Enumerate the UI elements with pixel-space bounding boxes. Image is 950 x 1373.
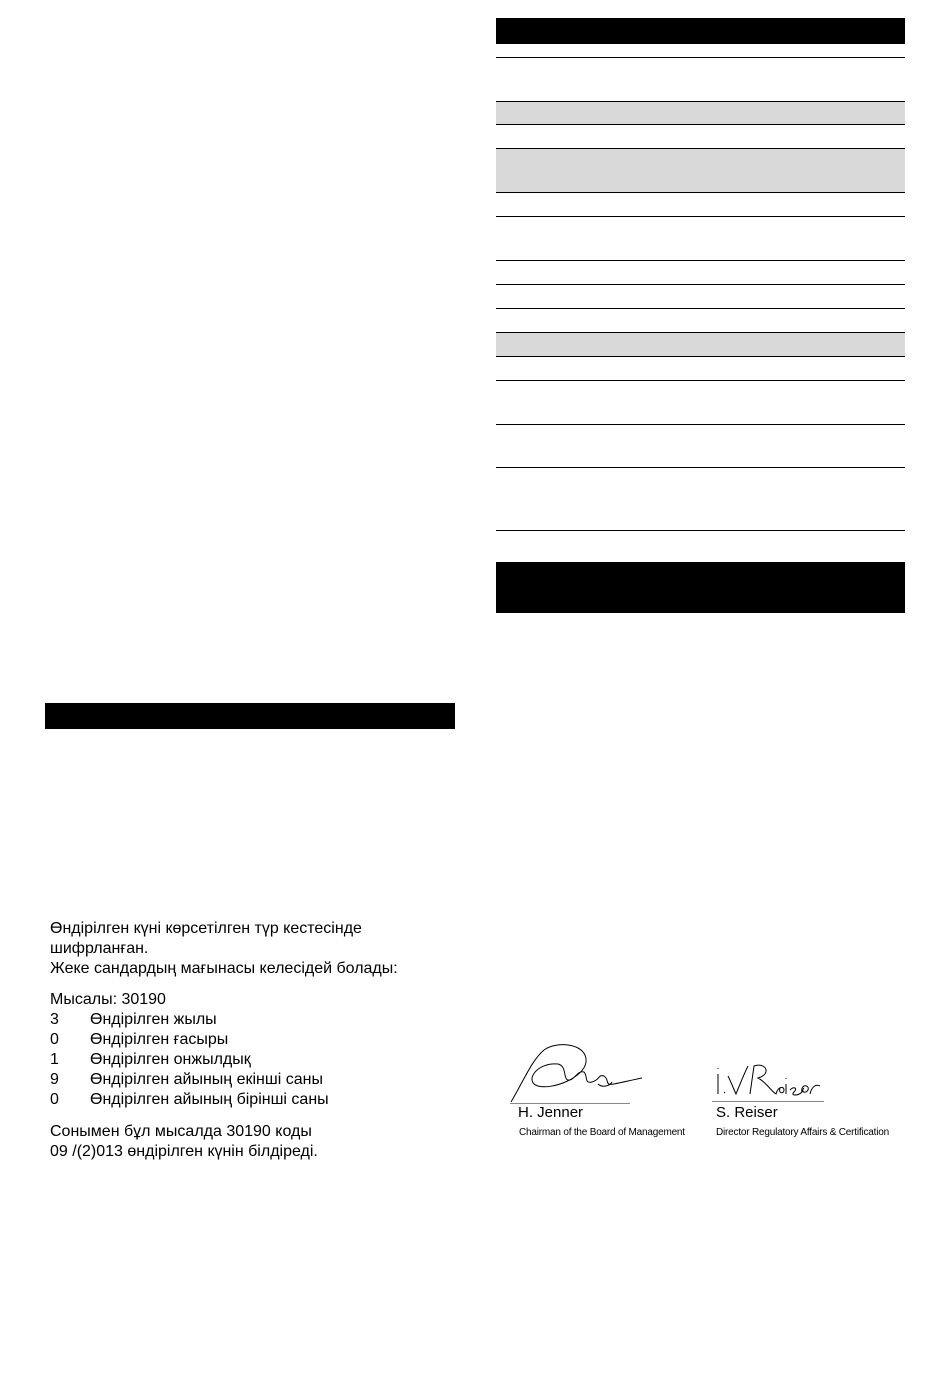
code-digit: 0 xyxy=(50,1031,59,1048)
spec-table-shaded-row xyxy=(496,148,905,192)
spec-table-rule xyxy=(496,284,905,285)
spec-table-rule xyxy=(496,332,905,333)
spec-table-rule xyxy=(496,216,905,217)
code-meaning: Өндірілген ғасыры xyxy=(90,1031,229,1048)
code-row xyxy=(50,1010,217,1030)
code-digit: 1 xyxy=(50,1051,59,1068)
signer-title: Chairman of the Board of Management xyxy=(519,1127,685,1138)
signature-reiser xyxy=(714,1060,824,1100)
signer-name: S. Reiser xyxy=(716,1104,778,1121)
right-section-header-bar xyxy=(496,562,905,613)
spec-table-rule xyxy=(496,530,905,531)
conclusion-line: 09 /(2)013 өндірілген күнін білдіреді. xyxy=(50,1143,318,1160)
signature-line xyxy=(712,1101,824,1102)
spec-table-shaded-row xyxy=(496,332,905,356)
signer-name: H. Jenner xyxy=(518,1104,584,1121)
code-row xyxy=(50,1030,228,1050)
spec-table-shaded-row xyxy=(496,101,905,124)
intro-line: Жеке сандардың мағынасы келесідей болады: xyxy=(50,960,398,977)
example-label: Мысалы: 30190 xyxy=(50,991,166,1008)
spec-table-rule xyxy=(496,308,905,309)
code-meaning: Өндірілген онжылдық xyxy=(90,1051,251,1068)
left-section-header-bar xyxy=(45,703,455,729)
code-row xyxy=(50,1050,251,1070)
code-digit: 3 xyxy=(50,1011,59,1028)
spec-table-rule xyxy=(496,260,905,261)
code-meaning: Өндірілген айының бірінші саны xyxy=(90,1091,329,1108)
spec-table-rule xyxy=(496,148,905,149)
spec-table-rule xyxy=(496,424,905,425)
code-row xyxy=(50,1070,323,1090)
spec-table-rule xyxy=(496,192,905,193)
spec-table-rule xyxy=(496,467,905,468)
code-row xyxy=(50,1090,329,1110)
spec-table-rule xyxy=(496,356,905,357)
spec-table-rule xyxy=(496,380,905,381)
spec-table-rule xyxy=(496,57,905,58)
intro-line: Өндірілген күні көрсетілген түр кестесінде xyxy=(50,920,362,937)
spec-table-rule xyxy=(496,101,905,102)
conclusion-line: Сонымен бұл мысалда 30190 коды xyxy=(50,1123,312,1140)
intro-line: шифрланған. xyxy=(50,940,149,957)
spec-table-rule xyxy=(496,124,905,125)
code-meaning: Өндірілген айының екінші саны xyxy=(90,1071,323,1088)
spec-table-header-bar xyxy=(496,18,905,44)
signature-jenner xyxy=(506,1040,646,1108)
code-digit: 0 xyxy=(50,1091,59,1108)
code-meaning: Өндірілген жылы xyxy=(90,1011,217,1028)
code-digit: 9 xyxy=(50,1071,59,1088)
signer-title: Director Regulatory Affairs & Certification xyxy=(716,1127,889,1138)
